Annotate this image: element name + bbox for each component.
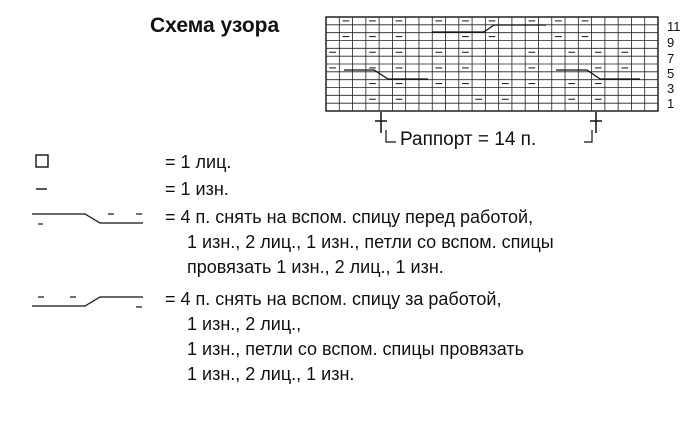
legend-cable-front-line-1: = 4 п. снять на вспом. спицу перед работой, [165,207,534,227]
legend-cable-back-line-2: 1 изн., 2 лиц., [187,314,302,334]
row-number-11: 11 [667,19,681,34]
cable-symbol-row-5-left [344,70,428,79]
cable-back-icon [30,289,160,315]
legend-knit-text: = 1 лиц. [165,152,232,172]
row-number-5: 5 [667,66,675,81]
legend-cable-back-line-3: 1 изн., петли со вспом. спицы провязать [187,339,524,359]
legend-cable-front-line-2: 1 изн., 2 лиц., 1 изн., петли со вспом. спицы [187,232,554,252]
chart-grid [326,17,658,111]
legend-purl-text: = 1 изн. [165,179,229,199]
pattern-chart [0,0,699,170]
row-number-7: 7 [667,51,675,66]
cable-symbol-row-11 [432,25,546,32]
purl-dash-icon [30,179,160,199]
rapport-marker-left [375,112,396,142]
cable-front-icon [30,206,160,232]
legend-cable-back-line-4: 1 изн., 2 лиц., 1 изн. [187,364,355,384]
page-title: Схема узора [150,14,280,37]
legend-knit [165,150,231,175]
legend-purl [165,177,229,202]
row-number-1: 1 [667,96,675,111]
legend-cable-back [165,287,524,387]
legend-cable-back-line-1: = 4 п. снять на вспом. спицу за работой, [165,289,502,309]
row-number-3: 3 [667,81,675,96]
knit-square-icon [30,152,160,172]
rapport-label: Раппорт = 14 п. [400,129,537,150]
legend-cable-front [165,205,554,280]
cable-symbol-row-5-right [556,70,640,79]
rapport-marker-right [584,112,602,142]
row-number-9: 9 [667,35,675,50]
legend-cable-front-line-3: провязать 1 изн., 2 лиц., 1 изн. [187,257,444,277]
